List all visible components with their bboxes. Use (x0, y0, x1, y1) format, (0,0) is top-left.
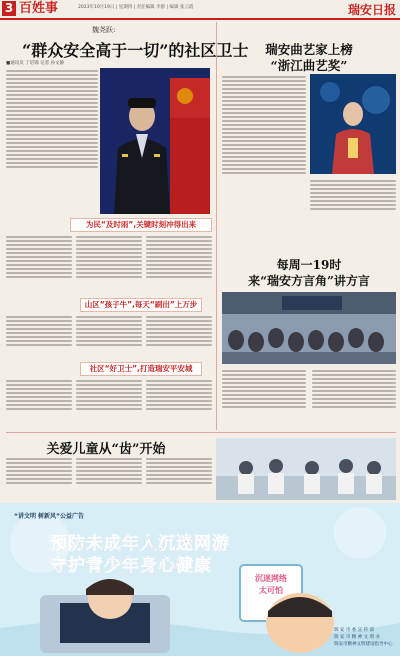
newspaper-logo: 瑞安日报 (347, 3, 396, 17)
lead-byline: ■通讯员 丁培锦 记者 孙文静 (6, 61, 65, 66)
lead-kicker: 魏尧跃: (92, 26, 116, 34)
child-body-text (146, 456, 212, 500)
side-body-text (222, 74, 306, 224)
banner-sign-line1: 沉迷网络 (255, 574, 287, 583)
header-meta: 2023年10月19日 | 星期四 | 责任编辑 李群 | 编辑 张云霞 (78, 5, 194, 10)
lead-body-text (6, 234, 72, 298)
page-number: 3 (2, 1, 16, 16)
lecture-photo (222, 292, 396, 364)
lead-body-text (6, 314, 72, 364)
lecture-body-text (222, 368, 306, 430)
banner-tag: “讲文明 树新风”公益广告 (14, 513, 84, 520)
lead-subhead-3: 社区“好卫士”,打造瑞安平安城 (80, 362, 202, 376)
banner-slogan-line1: 预防未成年人沉迷网游 (50, 534, 230, 554)
lead-subhead-2: 山区“孩子牛”,每天“刷出”上万步 (80, 298, 202, 312)
banner-credit-2: 瑞 安 市 精 神 文 明 办 (334, 635, 381, 640)
lead-body-text (146, 234, 212, 298)
section-divider (6, 432, 396, 433)
lead-body-text (6, 378, 72, 430)
performer-photo (310, 74, 396, 174)
child-body-text (6, 456, 72, 500)
lead-body-text (76, 234, 142, 298)
child-headline: 关爱儿童从“齿”开始 (46, 442, 166, 457)
side-headline-line1: 瑞安曲艺家上榜 (265, 42, 353, 57)
page-header (0, 0, 400, 20)
side-headline-line2: “浙江曲艺奖” (270, 58, 348, 73)
child-photo (216, 438, 396, 500)
child-body-text (76, 456, 142, 500)
lead-body-text (76, 378, 142, 430)
banner-slogan-line2: 守护青少年身心健康 (50, 556, 212, 576)
lead-headline: “群众安全高于一切”的社区卫士 (22, 41, 249, 60)
officer-photo (100, 68, 210, 214)
lecture-headline-line2: 来“瑞安方言角”讲方言 (248, 274, 370, 288)
lead-body-text (146, 314, 212, 364)
lead-body-text (146, 378, 212, 430)
banner-credit-3: 瑞安市精神文明建设指导中心 (334, 642, 393, 647)
column-divider (216, 22, 217, 430)
section-title: 百姓事 (19, 1, 59, 16)
public-service-banner (0, 503, 400, 656)
banner-sign-line2: 太可怕 (259, 586, 283, 595)
lead-subhead-1: 为民“及时雨”,关键时刻冲得出来 (70, 218, 212, 232)
side-body-text (310, 178, 396, 228)
lead-body-text (6, 68, 98, 218)
lecture-headline-line1: 每周一19时 (276, 258, 342, 272)
lecture-body-text (312, 368, 396, 430)
lead-body-text (76, 314, 142, 364)
banner-credit-1: 瑞 安 市 委 宣 传 部 (334, 628, 375, 633)
